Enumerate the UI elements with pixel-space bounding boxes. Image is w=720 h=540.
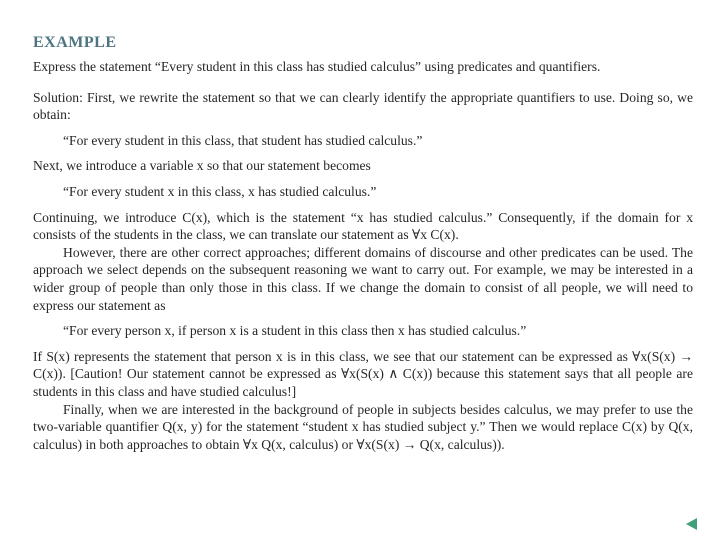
previous-arrow-icon[interactable] (686, 518, 697, 530)
alternative-approach-paragraph: However, there are other correct approaches; different domains of discourse and other predicates can be used. The approach we select depends on the subsequent reasoning we want to carry out. For example, we may be interested in a wider group of people than only those in this class. If we change the domain to consist of all people, we will need to express our statement as (33, 244, 693, 313)
solution-intro: Solution: First, we rewrite the statement so that we can clearly identify the appropriate quantifiers to use. Doing so, we obtain: (33, 89, 693, 123)
example-body (33, 58, 693, 453)
example-heading: EXAMPLE (33, 34, 117, 51)
quote-statement-3: “For every person x, if person x is a student in this class then x has studied calculus.” (63, 323, 527, 339)
problem-statement: Express the statement “Every student in this class has studied calculus” using predicates and quantifiers. (33, 59, 601, 74)
two-variable-paragraph: Finally, when we are interested in the background of people in subjects besides calculus, we may prefer to use the two-variable quantifier Q(x, y) for the statement “student x has studied subject y.” Then we would replace C(x) by Q(x, calculus) in both approaches to obtain ∀x Q(x, calculus) or ∀x(S(x) → Q(x, calculus)). (33, 401, 693, 452)
caution-paragraph: If S(x) represents the statement that person x is in this class, we see that our statement can be expressed as ∀x(S(x) → C(x)). [Caution! Our statement cannot be expressed as ∀x(S(x) ∧ C(x)) because this statement says that all people are students in this class and have studied calculus!] (33, 348, 693, 399)
variable-intro: Next, we introduce a variable x so that our statement becomes (33, 158, 371, 174)
predicate-paragraph: Continuing, we introduce C(x), which is the statement “x has studied calculus.” Consequently, if the domain for x consists of the students in the class, we can translate our statement as ∀x C(x). (33, 209, 693, 243)
quote-statement-2: “For every student x in this class, x has studied calculus.” (63, 183, 377, 199)
quote-statement-1: “For every student in this class, that student has studied calculus.” (63, 132, 423, 148)
